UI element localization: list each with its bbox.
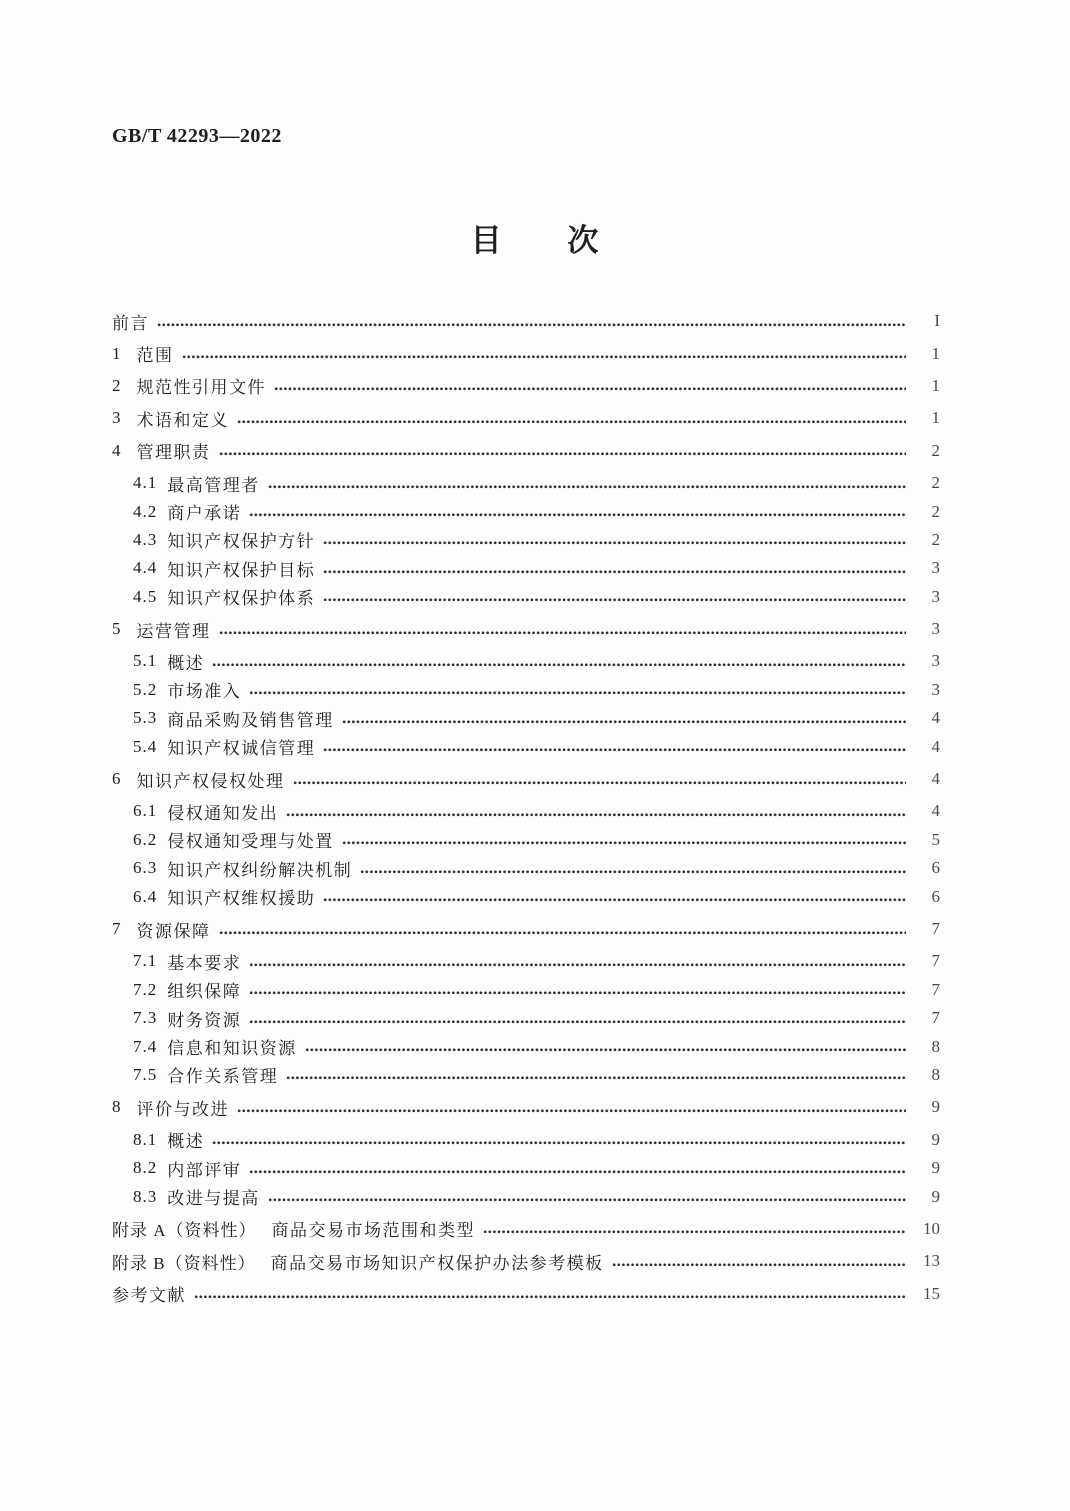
dot-leader xyxy=(323,540,906,546)
toc-entry-title: 规范性引用文件 xyxy=(136,378,266,398)
toc-entry-title: 合作关系管理 xyxy=(167,1067,279,1087)
dot-leader xyxy=(212,662,906,668)
dot-leader xyxy=(612,1262,906,1268)
toc-entry xyxy=(112,615,940,643)
toc-entry xyxy=(112,1032,940,1060)
toc-entry-page: 10 xyxy=(923,1218,940,1238)
toc-entry xyxy=(112,1126,940,1154)
toc-entry-title: 改进与提高 xyxy=(167,1189,260,1209)
dot-leader xyxy=(249,690,906,696)
dot-leader xyxy=(268,484,906,490)
toc-entry-number: 6.3 xyxy=(133,858,158,878)
toc-entry-page: 9 xyxy=(931,1158,940,1178)
toc-entry-page: 3 xyxy=(931,619,940,639)
toc-entry-page: 3 xyxy=(931,558,940,578)
dot-leader xyxy=(268,1197,906,1203)
toc-entry-page: 15 xyxy=(923,1283,940,1303)
toc-entry xyxy=(112,372,940,400)
toc-entry-number: 4.2 xyxy=(133,501,158,521)
toc-entry-number: 5.1 xyxy=(133,651,158,671)
toc-entry-number: 7.1 xyxy=(133,951,158,971)
toc-entry-number: 7.3 xyxy=(133,1008,158,1028)
dot-leader xyxy=(157,322,906,328)
toc-entry xyxy=(112,647,940,675)
toc-entry xyxy=(112,526,940,554)
toc-entry-number: 5.4 xyxy=(133,736,158,756)
toc-entry-title: 评价与改进 xyxy=(136,1099,229,1119)
toc-entry-title: 知识产权保护目标 xyxy=(167,560,316,580)
dot-leader xyxy=(360,869,906,875)
toc-entry xyxy=(112,1247,940,1275)
toc-entry-page: 4 xyxy=(931,736,940,756)
toc-entry-page: 3 xyxy=(931,679,940,699)
dot-leader xyxy=(323,747,906,753)
dot-leader xyxy=(249,512,906,518)
toc-entry-title: 知识产权诚信管理 xyxy=(167,739,316,759)
toc-entry xyxy=(112,1280,940,1308)
toc-entry-page: 5 xyxy=(931,829,940,849)
toc-entry-number: 4 xyxy=(112,440,122,460)
toc-entry-page: 7 xyxy=(931,979,940,999)
toc-entry-page: 8 xyxy=(931,1036,940,1056)
toc-entry xyxy=(112,404,940,432)
toc-entry-page: 4 xyxy=(931,769,940,789)
toc-entry-page: 9 xyxy=(931,1097,940,1117)
toc-entry-page: I xyxy=(934,311,940,331)
toc-entry-page: 4 xyxy=(931,708,940,728)
toc-entry-title: 知识产权侵权处理 xyxy=(136,771,285,791)
toc-entry-number: 8.1 xyxy=(133,1129,158,1149)
toc-entry xyxy=(112,704,940,732)
toc-entry-number: 4.1 xyxy=(133,473,158,493)
dot-leader xyxy=(293,780,907,786)
toc-entry-page: 3 xyxy=(931,651,940,671)
toc-entry-number: 6.4 xyxy=(133,886,158,906)
toc-entry-title: 范围 xyxy=(136,346,174,366)
toc-entry-number: 8.2 xyxy=(133,1158,158,1178)
toc-entry-number: 1 xyxy=(112,343,122,363)
toc-entry-title: 商品采购及销售管理 xyxy=(167,710,334,730)
toc-entry-title: 知识产权纠纷解决机制 xyxy=(167,860,353,880)
toc-entry-number: 附录 A（资料性） xyxy=(112,1221,257,1241)
toc-entry-number: 4.3 xyxy=(133,529,158,549)
toc-entry-title: 财务资源 xyxy=(167,1010,242,1030)
toc-entry-page: 7 xyxy=(931,1008,940,1028)
dot-leader xyxy=(219,451,907,457)
toc-entry xyxy=(112,854,940,882)
toc-entry xyxy=(112,469,940,497)
toc-entry-page: 1 xyxy=(931,343,940,363)
dot-leader xyxy=(249,1169,906,1175)
dot-leader xyxy=(249,1019,906,1025)
toc-entry xyxy=(112,1182,940,1210)
standard-code: GB/T 42293—2022 xyxy=(112,125,282,147)
toc-entry-page: 13 xyxy=(923,1251,940,1271)
toc-entry xyxy=(112,1093,940,1121)
toc-entry xyxy=(112,732,940,760)
toc-entry xyxy=(112,437,940,465)
toc-entry-page: 3 xyxy=(931,586,940,606)
dot-leader xyxy=(249,990,906,996)
toc-entry-title: 商品交易市场范围和类型 xyxy=(271,1221,476,1241)
toc-entry-number: 7.4 xyxy=(133,1036,158,1056)
toc-entry-title: 市场准入 xyxy=(167,682,242,702)
toc-entry xyxy=(112,1004,940,1032)
toc-entry-title: 知识产权保护体系 xyxy=(167,589,316,609)
toc-entry-number: 5.3 xyxy=(133,708,158,728)
toc-entry-page: 4 xyxy=(931,801,940,821)
toc-entry-page: 2 xyxy=(931,529,940,549)
toc-entry xyxy=(112,797,940,825)
toc-entry-number: 2 xyxy=(112,375,122,395)
toc-entry xyxy=(112,554,940,582)
toc-entry xyxy=(112,676,940,704)
toc-entry xyxy=(112,339,940,367)
toc-entry-title: 组织保障 xyxy=(167,982,242,1002)
dot-leader xyxy=(237,1108,906,1114)
toc-entry-title: 管理职责 xyxy=(136,443,211,463)
toc-entry-number: 7.2 xyxy=(133,979,158,999)
dot-leader xyxy=(194,1294,906,1300)
dot-leader xyxy=(323,569,906,575)
toc-entry-title: 资源保障 xyxy=(136,921,211,941)
toc-entry-title: 前言 xyxy=(112,313,149,333)
toc-entry xyxy=(112,826,940,854)
dot-leader xyxy=(219,630,907,636)
toc-entry-title: 参考文献 xyxy=(112,1286,186,1306)
toc-entry xyxy=(112,976,940,1004)
toc-entry-page: 8 xyxy=(931,1064,940,1084)
toc-entry-title: 概述 xyxy=(167,1132,205,1152)
toc-entry-title: 商户承诺 xyxy=(167,504,242,524)
toc-entry-title: 侵权通知受理与处置 xyxy=(167,832,334,852)
toc-entry-number: 7 xyxy=(112,919,122,938)
toc-entry-number: 8 xyxy=(112,1097,122,1117)
dot-leader xyxy=(182,354,907,360)
toc-entry-title: 侵权通知发出 xyxy=(167,803,279,823)
toc-entry-number: 附录 B（资料性） xyxy=(112,1253,256,1273)
toc-entry xyxy=(112,1154,940,1182)
dot-leader xyxy=(305,1047,906,1053)
dot-leader xyxy=(219,930,907,936)
dot-leader xyxy=(237,419,906,425)
toc-entry-page: 2 xyxy=(931,473,940,493)
toc-entry-page: 2 xyxy=(931,501,940,521)
toc-entry-page: 6 xyxy=(931,858,940,878)
toc-entry-number: 5.2 xyxy=(133,679,158,699)
toc-entry-page: 6 xyxy=(931,886,940,906)
toc-entry-title: 信息和知识资源 xyxy=(167,1039,297,1059)
toc-entry-title: 内部评审 xyxy=(167,1160,242,1180)
toc-entry-page: 1 xyxy=(931,408,940,428)
toc-entry-page: 9 xyxy=(931,1129,940,1149)
dot-leader xyxy=(286,812,906,818)
dot-leader xyxy=(212,1140,906,1146)
toc-entry xyxy=(112,882,940,910)
toc-entry-title: 商品交易市场知识产权保护办法参考模板 xyxy=(270,1253,604,1273)
toc-entry-number: 3 xyxy=(112,408,122,428)
toc-entry-number: 6.2 xyxy=(133,829,158,849)
toc-entry-number: 4.4 xyxy=(133,558,158,578)
toc-entry-title: 概述 xyxy=(167,653,205,673)
dot-leader xyxy=(323,897,906,903)
dot-leader xyxy=(323,597,906,603)
toc-entry-title: 知识产权维权援助 xyxy=(167,889,316,909)
toc-entry-number: 4.5 xyxy=(133,586,158,606)
toc-entry xyxy=(112,1061,940,1089)
toc-entry-title: 基本要求 xyxy=(167,953,242,973)
toc-entry-number: 5 xyxy=(112,619,122,639)
toc-list xyxy=(112,303,940,1312)
toc-entry-title: 运营管理 xyxy=(136,621,211,641)
toc-entry xyxy=(112,307,940,335)
toc-entry-page: 7 xyxy=(931,951,940,971)
toc-entry-number: 7.5 xyxy=(133,1064,158,1084)
dot-leader xyxy=(249,962,906,968)
toc-entry-page: 1 xyxy=(931,375,940,395)
toc-entry-title: 知识产权保护方针 xyxy=(167,532,316,552)
toc-entry xyxy=(112,583,940,611)
toc-entry xyxy=(112,1215,940,1243)
toc-entry-page: 7 xyxy=(931,919,940,938)
toc-entry-title: 术语和定义 xyxy=(136,410,229,430)
toc-entry-number: 6 xyxy=(112,769,122,789)
toc-entry-number: 6.1 xyxy=(133,801,158,821)
toc-entry-number: 8.3 xyxy=(133,1186,158,1206)
dot-leader xyxy=(342,840,906,846)
toc-entry-page: 9 xyxy=(931,1186,940,1206)
dot-leader xyxy=(286,1075,906,1081)
dot-leader xyxy=(342,719,906,725)
toc-entry-title: 最高管理者 xyxy=(167,475,260,495)
toc-entry xyxy=(112,497,940,525)
toc-entry-page: 2 xyxy=(931,440,940,460)
dot-leader xyxy=(483,1229,906,1235)
page-title: 目 次 xyxy=(470,223,600,258)
toc-entry xyxy=(112,765,940,793)
toc-entry xyxy=(112,915,940,943)
dot-leader xyxy=(274,386,906,392)
toc-entry xyxy=(112,947,940,975)
